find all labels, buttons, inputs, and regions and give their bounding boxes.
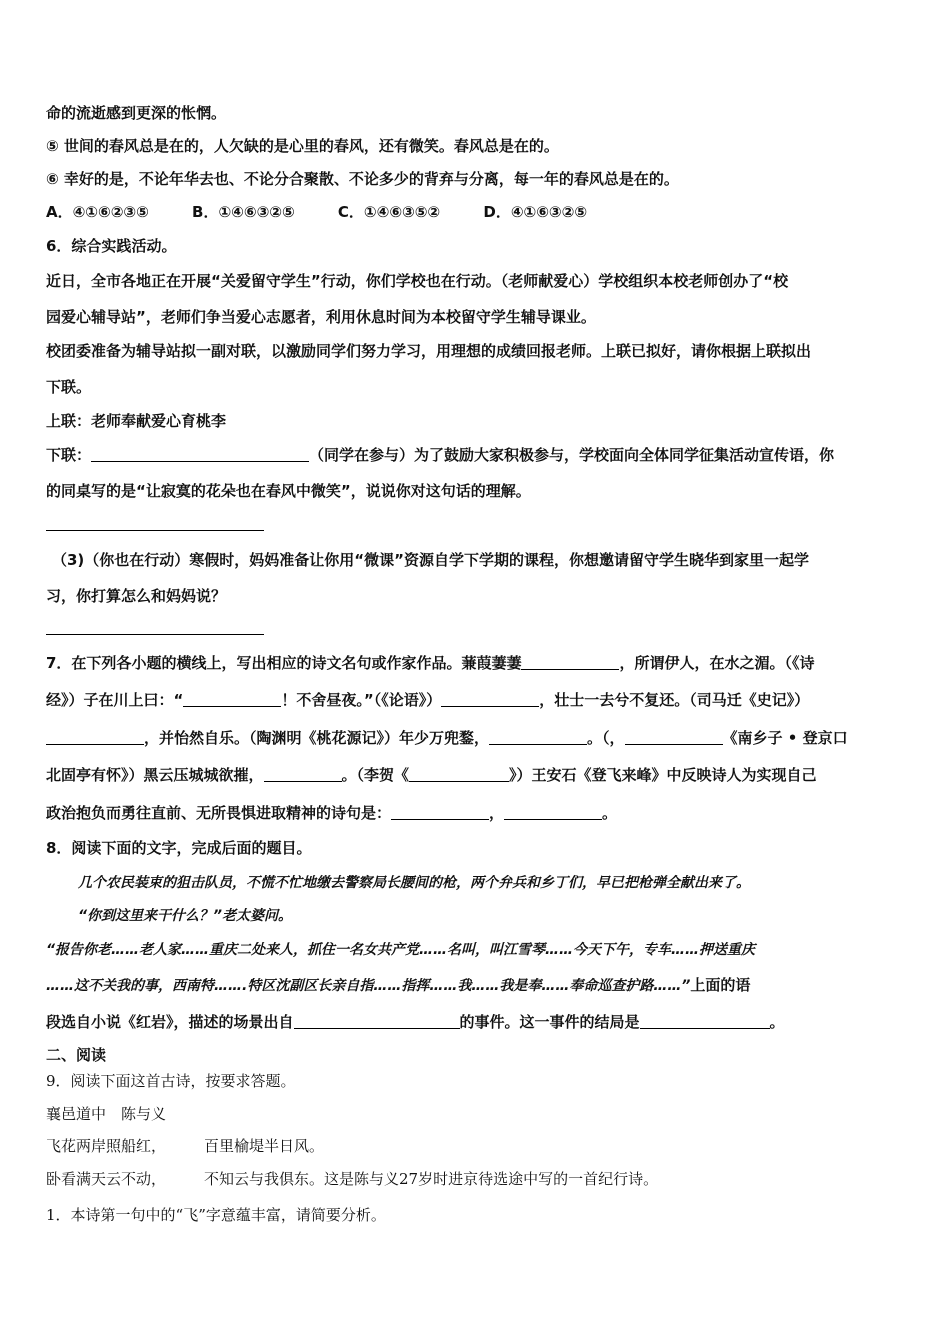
answer-line-1[interactable] — [46, 530, 264, 531]
q7-text: ， — [489, 804, 505, 822]
q7-blank-4[interactable] — [46, 728, 144, 745]
q6-para3: 的同桌写的是“让寂寞的花朵也在春风中微笑”，说说你对这句话的理解。 — [46, 482, 531, 500]
q8-passage-3: “报告你老……老人家……重庆二处来人，抓住一名女共产党……名叫，叫江雪琴……今天下午，专车……押送重庆 — [46, 942, 756, 958]
q7-blank-3[interactable] — [441, 690, 539, 707]
q7-blank-2[interactable] — [183, 690, 281, 707]
q7-text: ，所谓伊人，在水之湄。（《诗 — [619, 654, 815, 672]
q6-para2-a: 校团委准备为辅导站拟一副对联，以激励同学们努力学习，用理想的成绩回报老师。上联已拟好，请你根据上联拟出 — [46, 342, 812, 360]
option-c[interactable]: C．①④⑥③⑤② — [337, 203, 441, 221]
q7-text: ，壮士一去兮不复还。（司马迁《史记》） — [539, 691, 810, 709]
q7-blank-1[interactable] — [521, 653, 619, 670]
q6-para4-a: （3)（你也在行动）寒假时，妈妈准备让你用“微课”资源自学下学期的课程，你想邀请留守学生晓华到家里一起学 — [52, 551, 810, 569]
q7-blank-6[interactable] — [625, 728, 723, 745]
q8-passage-2: “你到这里来干什么？”老太婆问。 — [78, 908, 293, 924]
q5-sentence-6: ⑥ 幸好的是，不论年华去也、不论分合聚散、不论多少的背弃与分离，每一年的春风总是在的。 — [46, 170, 679, 188]
q8-text: 段选自小说《红岩》，描述的场景出自 — [46, 1013, 294, 1031]
poem-title: 襄邑道中 陈与义 — [46, 1105, 167, 1123]
q9-sub-question-1: 1．本诗第一句中的“飞”字意蕴丰富，请简要分析。 — [46, 1206, 386, 1224]
option-d[interactable]: D．④①⑥③②⑤ — [483, 203, 588, 221]
q7-line-4 — [46, 764, 910, 786]
q7-text: 7．在下列各小题的横线上，写出相应的诗文名句或作家作品。蒹葭萋萋 — [46, 654, 522, 672]
q6-para2-b: 下联。 — [46, 378, 92, 396]
q8-passage-4 — [46, 974, 910, 997]
q7-blank-8[interactable] — [409, 765, 509, 782]
q7-line-1 — [46, 652, 910, 674]
q6-lower-couplet-line — [46, 444, 910, 466]
q7-line-2 — [46, 689, 910, 711]
q5-sentence-5: ⑤ 世间的春风总是在的，人欠缺的是心里的春风，还有微笑。春风总是在的。 — [46, 137, 559, 155]
answer-line-2[interactable] — [46, 634, 264, 635]
q8-blank-2[interactable] — [640, 1012, 770, 1029]
q6-para1-b: 园爱心辅导站”，老师们争当爱心志愿者，利用休息时间为本校留守学生辅导课业。 — [46, 308, 596, 326]
q7-text: 北固亭有怀》）黑云压城城欲摧， — [46, 766, 264, 784]
poem-line-4: 不知云与我俱东。这是陈与义27岁时进京待选途中写的一首纪行诗。 — [204, 1170, 659, 1188]
q7-blank-5[interactable] — [489, 728, 587, 745]
lower-couplet-rest: （同学在参与）为了鼓励大家积极参与，学校面向全体同学征集活动宣传语，你 — [309, 446, 835, 464]
q6-title: 6．综合实践活动。 — [46, 237, 177, 255]
poem-line-1: 飞花两岸照船红， — [46, 1137, 167, 1155]
q7-line-3 — [46, 727, 910, 749]
q5-options — [46, 201, 910, 223]
q7-blank-9[interactable] — [391, 803, 489, 820]
q7-text: 》）王安石《登飞来峰》中反映诗人为实现自己 — [509, 766, 817, 784]
q7-text: ！不舍昼夜。”（《论语》） — [281, 691, 442, 709]
poem-line-2: 百里榆堤半日风。 — [204, 1137, 325, 1155]
q7-blank-7[interactable] — [264, 765, 342, 782]
q9-title: 9．阅读下面这首古诗，按要求答题。 — [46, 1072, 296, 1090]
q8-passage-text: ……这不关我的事，西南特…….特区沈副区长亲自指……指挥……我……我是奉……奉命巡查护路……” — [46, 978, 691, 994]
q8-text: 的事件。这一事件的结局是 — [459, 1013, 640, 1031]
q8-text: 上面的语 — [690, 976, 751, 994]
q5-line-tail: 命的流逝感到更深的怅惘。 — [46, 104, 227, 122]
section-2-heading: 二、阅读 — [46, 1046, 107, 1064]
option-b[interactable]: B．①④⑥③②⑤ — [192, 203, 295, 221]
q6-upper-couplet: 上联：老师奉献爱心育桃李 — [46, 412, 227, 430]
poem-line-3: 卧看满天云不动， — [46, 1170, 167, 1188]
q6-para1-a: 近日，全市各地正在开展“关爱留守学生”行动，你们学校也在行动。（老师献爱心）学校组织本校老师创办了“校 — [46, 272, 789, 290]
q7-text: 政治抱负而勇往直前、无所畏惧进取精神的诗句是： — [46, 804, 392, 822]
q7-text: 。 — [602, 804, 618, 822]
lower-couplet-blank[interactable] — [91, 445, 309, 462]
q6-para4-b: 习，你打算怎么和妈妈说？ — [46, 587, 227, 605]
q7-text: 经》）子在川上曰：“ — [46, 691, 184, 709]
q7-text: 《南乡子 • 登京口 — [722, 729, 848, 747]
q7-blank-10[interactable] — [504, 803, 602, 820]
q7-text: ，并怡然自乐。（陶渊明《桃花源记》）年少万兜鍪， — [144, 729, 490, 747]
poem-couplet-2 — [46, 1168, 910, 1190]
q8-question — [46, 1011, 910, 1033]
option-a[interactable]: A．④①⑥②③⑤ — [46, 203, 149, 221]
lower-couplet-label: 下联： — [46, 446, 92, 464]
q7-text: 。（李贺《 — [341, 766, 410, 784]
q8-passage-1: 几个农民装束的狙击队员，不慌不忙地缴去警察局长腰间的枪，两个弁兵和乡丁们，早已把枪弹全献出来了。 — [78, 875, 750, 891]
q8-title: 8．阅读下面的文字，完成后面的题目。 — [46, 839, 312, 857]
q8-blank-1[interactable] — [294, 1012, 460, 1029]
q7-line-5 — [46, 802, 910, 824]
q8-text: 。 — [769, 1013, 785, 1031]
poem-couplet-1 — [46, 1135, 910, 1157]
q7-text: 。（， — [587, 729, 625, 747]
